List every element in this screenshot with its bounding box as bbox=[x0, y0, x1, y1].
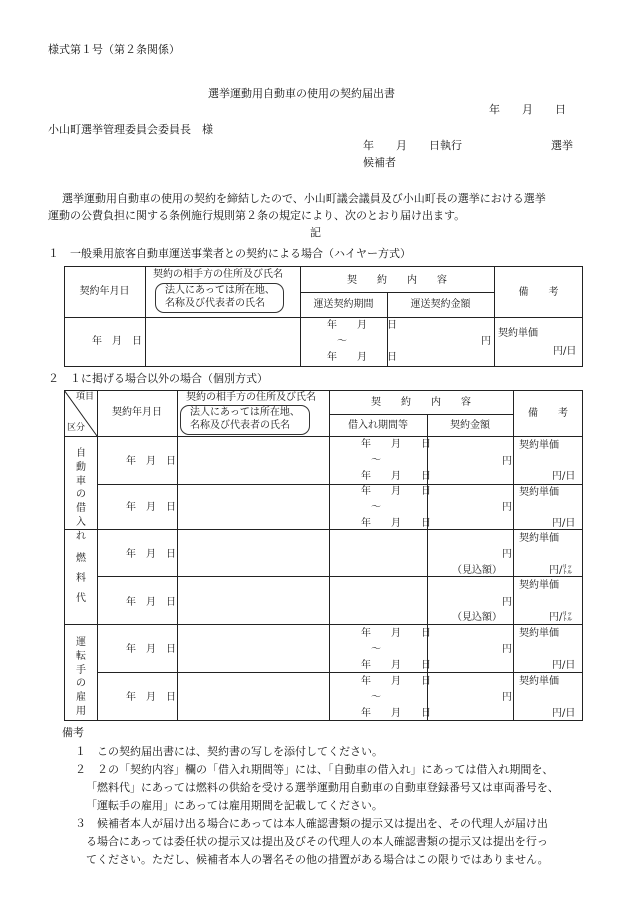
row-period-end: 年 月 日 bbox=[361, 660, 431, 671]
note-3-line-1: ３ 候補者本人が届け出る場合にあっては本人確認書類の提示又は提出を、その代理人が届け出 bbox=[75, 817, 548, 830]
diag-top-label: 項目 bbox=[76, 392, 95, 402]
submission-date: 年 月 日 bbox=[489, 103, 566, 116]
row-tilde: ～ bbox=[371, 644, 381, 655]
election-date: 年 月 日執行 bbox=[363, 139, 462, 152]
row-date: 年 月 日 bbox=[126, 597, 176, 608]
note-3-line-3: てください。ただし、候補者本人の署名その他の措置がある場合はこの限りではありません。 bbox=[86, 853, 549, 866]
row-estimate: （見込額） bbox=[452, 565, 502, 576]
row-unit-label: 契約単価 bbox=[519, 533, 559, 544]
row-unit-label: 契約単価 bbox=[519, 440, 559, 451]
row-date: 年 月 日 bbox=[126, 502, 176, 513]
row-unit: 円/日 bbox=[552, 471, 576, 482]
row-period-start: 年 月 日 bbox=[361, 486, 431, 497]
intro-line-2: 運動の公費負担に関する条例施行規則第２条の規定により、次のとおり届け出ます。 bbox=[48, 209, 466, 222]
group-driver-label: 運 転 手 の 雇 用 bbox=[76, 637, 86, 717]
s2-party-note-2: 名称及び代表者の氏名 bbox=[190, 420, 290, 431]
s1-col-remarks: 備 考 bbox=[518, 287, 559, 298]
document-title: 選挙運動用自動車の使用の契約届出書 bbox=[208, 87, 395, 100]
s1-party-note-2: 名称及び代表者の氏名 bbox=[165, 298, 265, 309]
row-unit: 円/㍑ bbox=[549, 565, 573, 576]
s1-unit-price-label: 契約単価 bbox=[498, 328, 538, 339]
row-period-end: 年 月 日 bbox=[361, 518, 431, 529]
note-2-line-2: 「燃料代」にあっては燃料の供給を受ける選挙運動用自動車の自動車登録番号又は車両番号を、 bbox=[86, 781, 559, 794]
row-yen: 円 bbox=[502, 502, 512, 513]
note-2-line-3: 「運転手の雇用」にあっては雇用期間を記載してください。 bbox=[86, 799, 383, 812]
row-tilde: ～ bbox=[371, 692, 381, 703]
s1-tilde: ～ bbox=[337, 336, 347, 347]
s2-col-period: 借入れ期間等 bbox=[348, 420, 408, 431]
row-yen: 円 bbox=[502, 644, 512, 655]
row-date: 年 月 日 bbox=[126, 692, 176, 703]
s1-period-end: 年 月 日 bbox=[327, 352, 397, 363]
row-yen: 円 bbox=[502, 456, 512, 467]
row-date: 年 月 日 bbox=[126, 644, 176, 655]
s1-col-amount: 運送契約金額 bbox=[410, 299, 471, 310]
row-unit-label: 契約単価 bbox=[519, 628, 559, 639]
s1-col-date: 契約年月日 bbox=[79, 286, 130, 297]
group-fuel-label: 燃 料 代 bbox=[76, 553, 86, 604]
row-period-start: 年 月 日 bbox=[361, 439, 431, 450]
note-3-line-2: る場合にあっては委任状の提示又は提出及びその代理人の本人確認書類の提示又は提出を行っ bbox=[86, 835, 548, 848]
row-tilde: ～ bbox=[371, 502, 381, 513]
s2-party-note-1: 法人にあっては所在地、 bbox=[190, 407, 300, 418]
s1-unit-price-unit: 円/日 bbox=[553, 346, 577, 357]
group-car-label: 自 動 車 の 借 入 れ bbox=[76, 448, 86, 542]
s1-col-contract: 契 約 内 容 bbox=[347, 275, 447, 286]
s1-col-period: 運送契約期間 bbox=[313, 299, 374, 310]
notes-heading: 備考 bbox=[62, 726, 84, 739]
row-unit: 円/日 bbox=[552, 518, 576, 529]
diag-bottom-label: 区分 bbox=[67, 423, 86, 433]
addressee: 小山町選挙管理委員会委員長 様 bbox=[48, 123, 213, 136]
row-unit: 円/日 bbox=[552, 660, 576, 671]
row-estimate: （見込額） bbox=[452, 612, 502, 623]
row-period-start: 年 月 日 bbox=[361, 628, 431, 639]
s2-col-contract: 契 約 内 容 bbox=[371, 397, 471, 408]
s2-col-amount: 契約金額 bbox=[450, 420, 490, 431]
note-1: １ この契約届出書には、契約書の写しを添付してください。 bbox=[75, 745, 383, 758]
section2-heading: ２ １に掲げる場合以外の場合（個別方式） bbox=[48, 372, 268, 385]
s2-col-party: 契約の相手方の住所及び氏名 bbox=[186, 392, 316, 403]
s1-party-note-1: 法人にあっては所在地、 bbox=[165, 285, 275, 296]
form-number: 様式第１号（第２条関係） bbox=[48, 43, 180, 56]
row-period-end: 年 月 日 bbox=[361, 471, 431, 482]
row-date: 年 月 日 bbox=[126, 549, 176, 560]
row-yen: 円 bbox=[502, 692, 512, 703]
row-period-start: 年 月 日 bbox=[361, 676, 431, 687]
s1-col-party: 契約の相手方の住所及び氏名 bbox=[153, 269, 283, 280]
row-date: 年 月 日 bbox=[126, 456, 176, 467]
note-2-line-1: ２ ２の「契約内容」欄の「借入れ期間等」には、「自動車の借入れ」にあっては借入れ期間を、 bbox=[75, 763, 554, 776]
row-yen: 円 bbox=[502, 597, 512, 608]
row-unit-label: 契約単価 bbox=[519, 676, 559, 687]
s2-col-remarks: 備 考 bbox=[528, 408, 568, 419]
s2-col-date: 契約年月日 bbox=[112, 407, 162, 418]
section1-heading: １ 一般乗用旅客自動車運送事業者との契約による場合（ハイヤー方式） bbox=[48, 247, 411, 260]
election-name-suffix: 選挙 bbox=[551, 139, 573, 152]
row-tilde: ～ bbox=[371, 455, 381, 466]
row-period-end: 年 月 日 bbox=[361, 708, 431, 719]
row-unit: 円/㍑ bbox=[549, 612, 573, 623]
s1-yen: 円 bbox=[481, 336, 491, 347]
row-yen: 円 bbox=[502, 549, 512, 560]
s1-period-start: 年 月 日 bbox=[327, 320, 397, 331]
ki-label: 記 bbox=[310, 226, 321, 239]
row-unit-label: 契約単価 bbox=[519, 487, 559, 498]
intro-line-1: 選挙運動用自動車の使用の契約を締結したので、小山町議会議員及び小山町長の選挙における選挙 bbox=[62, 192, 546, 205]
row-unit: 円/日 bbox=[552, 708, 576, 719]
row-unit-label: 契約単価 bbox=[519, 580, 559, 591]
s1-row-date: 年 月 日 bbox=[92, 336, 142, 347]
candidate-label: 候補者 bbox=[363, 156, 396, 169]
